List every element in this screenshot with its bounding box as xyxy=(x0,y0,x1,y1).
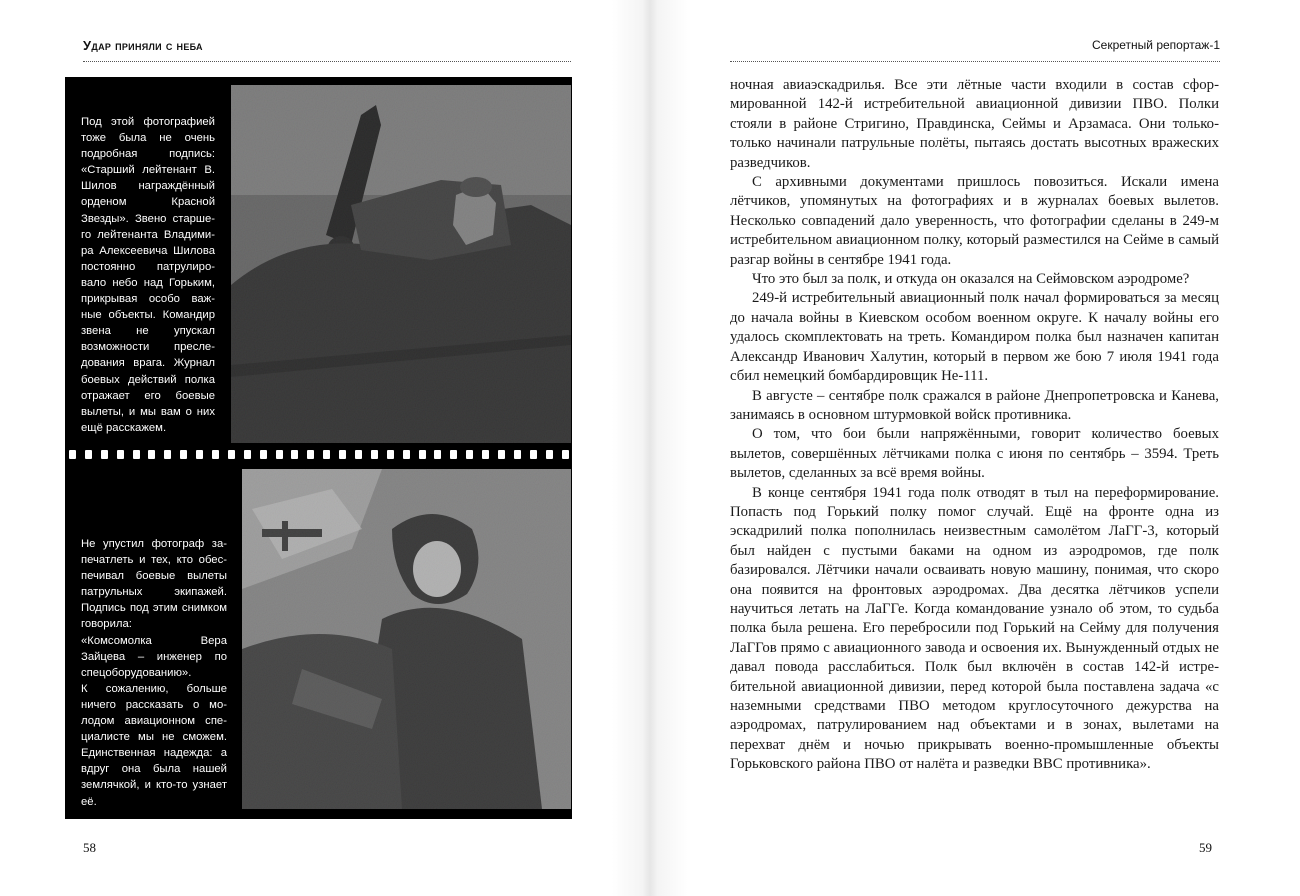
header-rule-left xyxy=(83,61,571,62)
running-head-right: Секретный репортаж-1 xyxy=(1092,38,1220,52)
right-page xyxy=(650,0,1300,896)
paragraph: С архивными документами пришлось повозиться. Искали имена лётчиков, упомянутых на фотографиях и в журналах боевых вылетов. Несколько совпадений дало уверенность, что фотографии сделаны в 249-м истребительном авиационном полку, который разместился на Сейме в самый разгар войны в сентябре 1941 года. xyxy=(730,174,1219,268)
book-gutter xyxy=(612,0,688,896)
paragraph: О том, что бои были напряжёнными, говорит количество боевых вылетов, совершённых лётчиками полка с июня по сентябрь – 3594. Треть вылетов, сделанных за всё время войны. xyxy=(730,426,1219,482)
caption-bottom-text-2: «Комсомолка Вера Зайцева – инженер по спецоборудованию». xyxy=(81,634,227,679)
photo-pilot-in-cockpit xyxy=(231,85,571,443)
photo-caption-top xyxy=(81,114,215,436)
engineer-photo-illustration xyxy=(242,469,571,809)
paragraph: 249-й истребительный авиационный полк начал формироваться за месяц до начала войны в Киевском особом военном округе. К началу войны его удалось скомплектовать на треть. Командиром полка был назначен капитан Александр Иванович Халутин, который в первом же бою 7 июля 1941 года сбил немецкий бомбардировщик Не-111. xyxy=(730,290,1219,385)
header-rule-right xyxy=(730,61,1220,62)
page-number-left: 58 xyxy=(83,840,96,855)
photo-engineer-woman xyxy=(242,469,571,809)
caption-bottom-text-3: К сожалению, больше ничего рассказать о молодом авиационном специалисте мы не сможем. Единственная надежда: а вдруг она была нашей землячкой, и кто-то узнает её. xyxy=(81,682,227,808)
paragraph: ночная авиаэскадрилья. Все эти лётные части входили в состав сформированной 142-й истребительной авиационной дивизии ПВО. Полки стояли в районе Стригино, Правдинска, Сеймы и Арзамаса. Они только-только начинали патрульные полёты, пытаясь достать высотных вражеских разведчиков. xyxy=(730,77,1219,171)
page-number-right: 59 xyxy=(1199,840,1212,855)
paragraph: Что это был за полк, и откуда он оказался на Сеймовском аэродроме? xyxy=(752,271,1190,288)
paragraph: В конце сентября 1941 года полк отводят в тыл на переформирование. Попасть под Горький полку помог случай. Ещё на фронте одна из эскадрилий полка пополнилась неизвестным самолётом ЛаГГ-3, который был найден с пустыми баками на одном из аэродромов, где полк базировался. Лётчики начали осваивать новую машину, понимая, что скоро она появится на фронтовых аэродромах. Два десятка лётчиков успели научиться летать на ЛаГГе. Когда командование узнало об этом, то судьба полка была решена. Его перебросили под Горький на Сейму для получения ЛаГГов прямо с авиационного завода и освоения их. Вынужденный отдых не давал повода расслабиться. Полк был включён в состав 142-й истребительной авиационной дивизии, перед которой была поставлена задача «с наземными средствами ПВО методом круглосуточного дежурства на аэродромах, патрулированием над объектами и в зонах, вылетами на перехват днём и ночью прикрывать военно-промышленные объекты Горьковского района ПВО от налёта и разведки ВВС противника». xyxy=(730,484,1219,773)
caption-bottom-text-1: Не упустил фотограф запечатлеть и тех, кто обеспечивал боевые вылеты патрульных экипажей. Подпись под этим снимком говорила: xyxy=(81,538,227,631)
film-sprocket-holes xyxy=(69,450,569,462)
pilot-photo-illustration xyxy=(231,85,571,443)
body-text xyxy=(730,76,1219,775)
photo-caption-bottom xyxy=(81,536,227,810)
running-head-left: Удар приняли с неба xyxy=(83,38,203,53)
caption-top-text: Под этой фотографией тоже была не очень подробная подпись: «Старший лейтенант В. Шилов награждённый орденом Красной Звезды». Звено старшего лейтенанта Владимира Алексеевича Шилова постоянно патрулировало небо над Горьким, прикрывая особо важные объекты. Командир звена не упускал возможности преследования врага. Журнал боевых действий полка отражает его боевые вылеты, и мы вам о них ещё расскажем. xyxy=(81,116,215,434)
film-strip-block xyxy=(65,77,572,819)
paragraph: В августе – сентябре полк сражался в районе Днепропетровска и Канева, занимаясь в основном штурмовкой войск противника. xyxy=(730,387,1219,423)
